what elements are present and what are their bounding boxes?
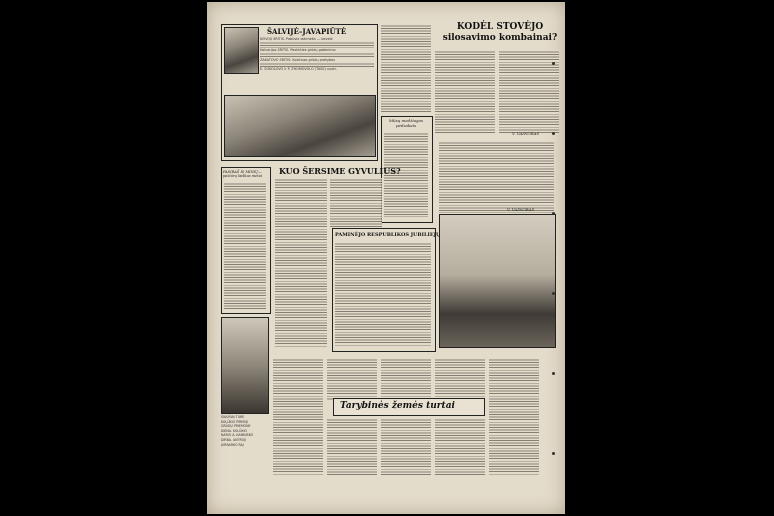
signature-right: V. VAINORAS [512, 131, 540, 136]
portrait-photo [439, 214, 556, 348]
side-box-title: PASIRAŠ IS MINIŲ— pažiūrų laiškus metai [223, 170, 263, 179]
bottom-column-4 [435, 358, 485, 400]
binder-holes [552, 62, 558, 462]
caption-bottom-left: SIAURIAI TURĖ KOLŪKIO PIRMOJI GRŪDŲ PRIEMONĖ DIENA. KOLŪKIO NARIO A. KAMINSKO DIRBA. ANTROJI JURBARKO RAJ [221, 415, 254, 447]
bottom-column-4b [435, 418, 485, 476]
bottom-column-3b [381, 418, 431, 476]
photo-bird [224, 27, 259, 74]
text-above-portrait [439, 141, 554, 213]
photo-construction [221, 317, 269, 414]
bottom-column-2 [327, 358, 377, 400]
text-column-right-1 [435, 50, 495, 134]
bottom-column-1 [273, 358, 323, 476]
caption-right: V. VAINORAS [507, 207, 535, 212]
jubilee-text [335, 242, 431, 347]
text-column-right-2 [499, 50, 559, 134]
box-mano-title: Mūsų medžiagos pėdsakais [388, 118, 424, 128]
side-box-text [224, 182, 266, 309]
text-column-mid-2 [330, 178, 382, 228]
bottom-column-3 [381, 358, 431, 400]
headline-right: KODĖL STOVĖJO silosavimo kombainai? [442, 22, 558, 43]
headline-left: KUO ŠERSIME GYVULIUS? [279, 166, 401, 176]
bottom-column-5 [489, 358, 539, 476]
text-column-mid-1 [275, 178, 327, 348]
newspaper-page [207, 2, 565, 514]
photo-harvest-field [224, 95, 376, 157]
bottom-column-2b [327, 418, 377, 476]
banner-title: Tarybinės žemės turtai [340, 401, 455, 411]
text-column-top-middle [381, 24, 431, 114]
photo1-caption: NOVOJI SRITIS. Pobūvio laikmetis — beveik Kalvarijos SRITIS. Paskirties grūdų gabenimo ŽAKATOVO SRITIS. Kolchozo grūdų prekybos E. SOKOLOVO ir P. ZHOMOVOLO (TASS) nuotr. [260, 37, 374, 77]
photo1-title: ŠALVIJĖ–JAVAPIŪTĖ [267, 27, 347, 36]
jubilee-title: PAMINĖJO RESPUBLIKOS JUBILIEJŲ [335, 232, 441, 238]
